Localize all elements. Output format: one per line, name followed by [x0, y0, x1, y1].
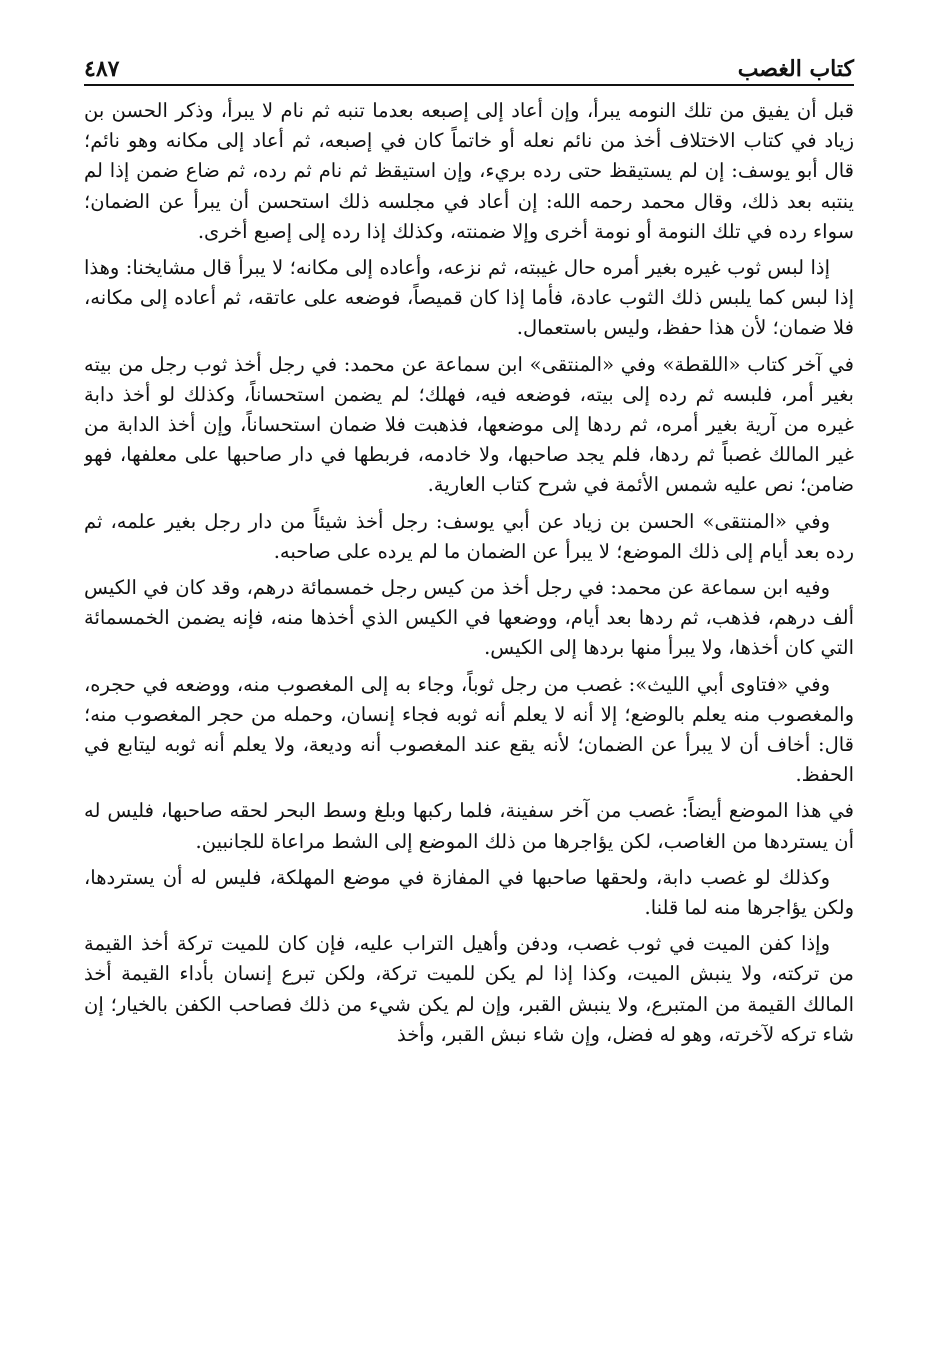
page-header — [84, 38, 854, 84]
paragraph-1: قبل أن يفيق من تلك النومه يبرأ، وإن أعاد إلى إصبعه بعدما تنبه ثم نام لا يبرأ، وذكر الحسن بن زياد في كتاب الاختلاف أخذ من نائم نعله أو خاتماً كان في إصبعه، ثم أعاد إلى مكانه وهو نائم؛ قال أبو يوسف: إن لم يستيقظ حتى رده بريء، وإن استيقظ ثم نام ثم رده، ثم ضاع ضمن إذا لم ينتبه بعد ذلك، وقال محمد رحمه الله: إن أعاد في مجلسه ذلك استحسن أن يبرأ عن الضمان؛ سواء رده في تلك النومة أو نومة أخرى وإلا ضمنته، وكذلك إذا رده إلى إصبع أخرى. — [84, 99, 854, 243]
paragraph-2: إذا لبس ثوب غيره بغير أمره حال غيبته، ثم نزعه، وأعاده إلى مكانه؛ لا يبرأ قال مشايخنا: وهذا إذا لبس كما يلبس ذلك الثوب عادة، فأما إذا كان قميصاً، فوضعه على عاتقه، ثم أعاده إلى مكانه، فلا ضمان؛ لأن هذا حفظ، وليس باستعمال. — [84, 256, 854, 340]
paragraph-6: وفي «فتاوى أبي الليث»: غصب من رجل ثوباً، وجاء به إلى المغصوب منه، ووضعه في حجره، والمغصوب منه يعلم بالوضع؛ إلا أنه لا يعلم أنه ثوبه فجاء إنسان، وحمله من حجر المغصوب منه؛ قال: أخاف أن لا يبرأ عن الضمان؛ لأنه يقع عند المغصوب أنه وديعة، ولا يعلم أنه ثوبه ليتابع في الحفظ. — [84, 672, 854, 787]
paragraph-3: في آخر كتاب «اللقطة» وفي «المنتقى» ابن سماعة عن محمد: في رجل أخذ ثوب رجل من بيته بغير أمر، فلبسه ثم رده إلى بيته، فوضعه فيه، فهلك؛ لم يضمن استحساناً، وكذلك لو أخذ دابة غيره من آرية بغير أمره، ثم ردها إلى موضعها، فذهبت فلا ضمان استحساناً، وإن أخذ الدابة من غير المالك غصباً ثم ردها، فلم يجد صاحبها، ولا خادمه، فربطها في دار صاحبها على معلفها، فهو ضامن؛ نص عليه شمس الأئمة في شرح كتاب العارية. — [84, 352, 854, 497]
header-rule — [84, 84, 854, 86]
page-number: ٤٨٧ — [84, 56, 120, 82]
paragraph-7: في هذا الموضع أيضاً: غصب من آخر سفينة، فلما ركبها وبلغ وسط البحر لحقه صاحبها، فليس له أن يستردها من الغاصب، لكن يؤاجرها من ذلك الموضع إلى الشط مراعاة للجانبين. — [84, 799, 854, 853]
running-title: كتاب الغصب — [737, 56, 854, 82]
paragraph-8: وكذلك لو غصب دابة، ولحقها صاحبها في المفازة في موضع المهلكة، فليس له أن يستردها، ولكن يؤاجرها منه لما قلنا. — [84, 865, 854, 920]
paragraph-9: وإذا كفن الميت في ثوب غصب، ودفن وأهيل التراب عليه، فإن كان للميت تركة أخذ القيمة من تركته، ولا ينبش الميت، وكذا إذا لم يكن للميت تركة، ولكن تبرع إنسان بأداء القيمة أخذ المالك القيمة من المتبرع، ولا ينبش القبر، وإن لم يكن شيء من ذلك فصاحب الكفن بالخيار؛ إن شاء تركه لآخرته، وهو له فضل، وإن شاء نبش القبر، وأخذ — [84, 932, 854, 1046]
paragraph-4: وفي «المنتقى» الحسن بن زياد عن أبي يوسف: رجل أخذ شيئاً من دار رجل بغير علمه، ثم رده بعد أيام إلى ذلك الموضع؛ لا يبرأ عن الضمان ما لم يرده على صاحبه. — [84, 509, 854, 563]
page-body — [84, 96, 854, 1356]
paragraph-5: وفيه ابن سماعة عن محمد: في رجل أخذ من كيس رجل خمسمائة درهم، وقد كان في الكيس ألف درهم، فذهب، ثم ردها بعد أيام، ووضعها في الكيس الذي أخذها منه، فإنه يضمن الخمسمائة التي كان أخذها، ولا يبرأ منها بردها إلى الكيس. — [84, 576, 854, 660]
